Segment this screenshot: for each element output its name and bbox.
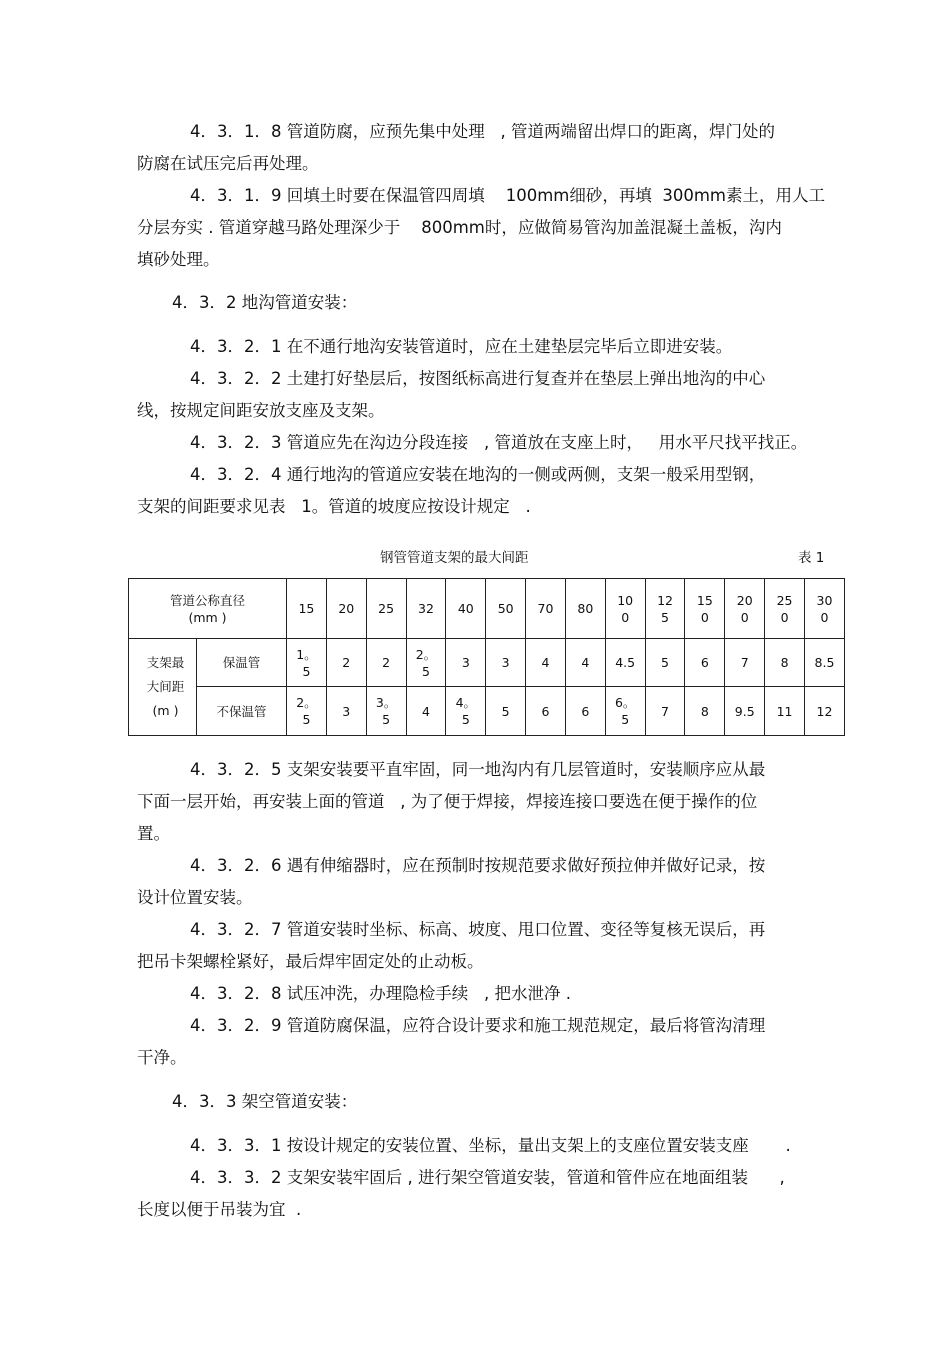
paragraph-line: 填砂处理。 xyxy=(137,250,220,269)
paragraph-line: 下面一层开始，再安装上面的管道 , 为了便于焊接，焊接连接口要选在便于操作的位 xyxy=(137,792,758,811)
table-cell: 7 xyxy=(645,687,685,736)
header-diameter: 20 xyxy=(326,579,366,639)
paragraph-line: 4．3．2．4 通行地沟的管道应安装在地沟的一侧或两侧，支架一般采用型钢， xyxy=(190,465,766,484)
header-diameter: 25 0 xyxy=(765,579,805,639)
header-diameter: 50 xyxy=(486,579,526,639)
header-diameter-label: 管道公称直径 (mm ) xyxy=(129,579,287,639)
table-cell: 3。 5 xyxy=(366,687,406,736)
paragraph-line: 4．3．3．1 按设计规定的安装位置、坐标，量出支架上的支座位置安装支座 . xyxy=(190,1136,791,1155)
paragraph-line: 4．3．3．2 支架安装牢固后 , 进行架空管道安装，管道和管件应在地面组装 , xyxy=(190,1168,785,1187)
paragraph-line: 4．3．2．9 管道防腐保温，应符合设计要求和施工规范规定，最后将管沟清理 xyxy=(190,1016,766,1035)
table-cell: 3 xyxy=(486,639,526,687)
paragraph-line: 线，按规定间距安放支座及支架。 xyxy=(137,401,385,420)
table-row-insulated xyxy=(129,639,845,687)
table-cell: 2。 5 xyxy=(406,639,446,687)
table-row-uninsulated xyxy=(129,687,845,736)
paragraph-line: 4．3．1．8 管道防腐，应预先集中处理 , 管道两端留出焊口的距离，焊门处的 xyxy=(190,122,775,141)
header-diameter: 80 xyxy=(565,579,605,639)
header-diameter: 40 xyxy=(446,579,486,639)
table-cell: 8 xyxy=(685,687,725,736)
table-cell: 11 xyxy=(765,687,805,736)
section-heading: 4．3．3 架空管道安装： xyxy=(172,1092,358,1111)
max-spacing-label: 支架最 大间距 (m ) xyxy=(129,639,197,736)
table-cell: 3 xyxy=(326,687,366,736)
header-diameter: 20 0 xyxy=(725,579,765,639)
table-cell: 8 xyxy=(765,639,805,687)
paragraph-line: 干净。 xyxy=(137,1048,187,1067)
table-cell: 4。 5 xyxy=(446,687,486,736)
table-cell: 4.5 xyxy=(605,639,645,687)
paragraph-line: 置。 xyxy=(137,824,170,843)
row-label-uninsulated: 不保温管 xyxy=(197,687,287,736)
header-diameter: 12 5 xyxy=(645,579,685,639)
table-cell: 5 xyxy=(645,639,685,687)
table-cell: 12 xyxy=(804,687,844,736)
table-cell: 2。 5 xyxy=(287,687,327,736)
row-label-insulated: 保温管 xyxy=(197,639,287,687)
paragraph-line: 分层夯实 . 管道穿越马路处理深少于 800mm时，应做简易管沟加盖混凝土盖板，沟内 xyxy=(137,218,782,237)
paragraph-line: 支架的间距要求见表 1。管道的坡度应按设计规定 . xyxy=(137,497,531,516)
table-cell: 7 xyxy=(725,639,765,687)
table-cell: 4 xyxy=(565,639,605,687)
table-caption: 钢管管道支架的最大间距 xyxy=(380,550,529,566)
table-cell: 2 xyxy=(366,639,406,687)
table-cell: 9.5 xyxy=(725,687,765,736)
table-cell: 1。 5 xyxy=(287,639,327,687)
paragraph-line: 把吊卡架螺栓紧好，最后焊牢固定处的止动板。 xyxy=(137,952,484,971)
paragraph-line: 4．3．2．6 遇有伸缩器时，应在预制时按规范要求做好预拉伸并做好记录，按 xyxy=(190,856,766,875)
header-diameter: 30 0 xyxy=(804,579,844,639)
paragraph-line: 设计位置安装。 xyxy=(137,888,253,907)
support-spacing-table xyxy=(128,578,845,736)
header-diameter: 32 xyxy=(406,579,446,639)
table-cell: 6 xyxy=(526,687,566,736)
table-cell: 6。 5 xyxy=(605,687,645,736)
table-cell: 5 xyxy=(486,687,526,736)
table-cell: 8.5 xyxy=(804,639,844,687)
table-cell: 6 xyxy=(565,687,605,736)
paragraph-line: 4．3．2．5 支架安装要平直牢固，同一地沟内有几层管道时，安装顺序应从最 xyxy=(190,760,766,779)
table-number: 表 1 xyxy=(798,550,825,566)
paragraph-line: 长度以便于吊装为宜 . xyxy=(137,1200,302,1219)
header-diameter: 25 xyxy=(366,579,406,639)
table-cell: 6 xyxy=(685,639,725,687)
header-diameter: 10 0 xyxy=(605,579,645,639)
paragraph-line: 4．3．1．9 回填土时要在保温管四周填 100mm细砂，再填 300mm素土，用人工 xyxy=(190,186,825,205)
header-diameter: 15 0 xyxy=(685,579,725,639)
paragraph-line: 4．3．2．7 管道安装时坐标、标高、坡度、甩口位置、变径等复核无误后，再 xyxy=(190,920,766,939)
table-cell: 4 xyxy=(526,639,566,687)
header-diameter: 70 xyxy=(526,579,566,639)
header-diameter: 15 xyxy=(287,579,327,639)
section-heading: 4．3．2 地沟管道安装： xyxy=(172,293,358,312)
paragraph-line: 4．3．2．8 试压冲洗，办理隐检手续 , 把水泄净 . xyxy=(190,984,571,1003)
table-cell: 3 xyxy=(446,639,486,687)
paragraph-line: 4．3．2．2 土建打好垫层后，按图纸标高进行复查并在垫层上弹出地沟的中心 xyxy=(190,369,766,388)
table-header-row xyxy=(129,579,845,639)
table-cell: 2 xyxy=(326,639,366,687)
paragraph-line: 4．3．2．1 在不通行地沟安装管道时，应在土建垫层完毕后立即进安装。 xyxy=(190,337,733,356)
paragraph-line: 4．3．2．3 管道应先在沟边分段连接 , 管道放在支座上时， 用水平尺找平找正。 xyxy=(190,433,808,452)
table-cell: 4 xyxy=(406,687,446,736)
paragraph-line: 防腐在试压完后再处理。 xyxy=(137,154,319,173)
